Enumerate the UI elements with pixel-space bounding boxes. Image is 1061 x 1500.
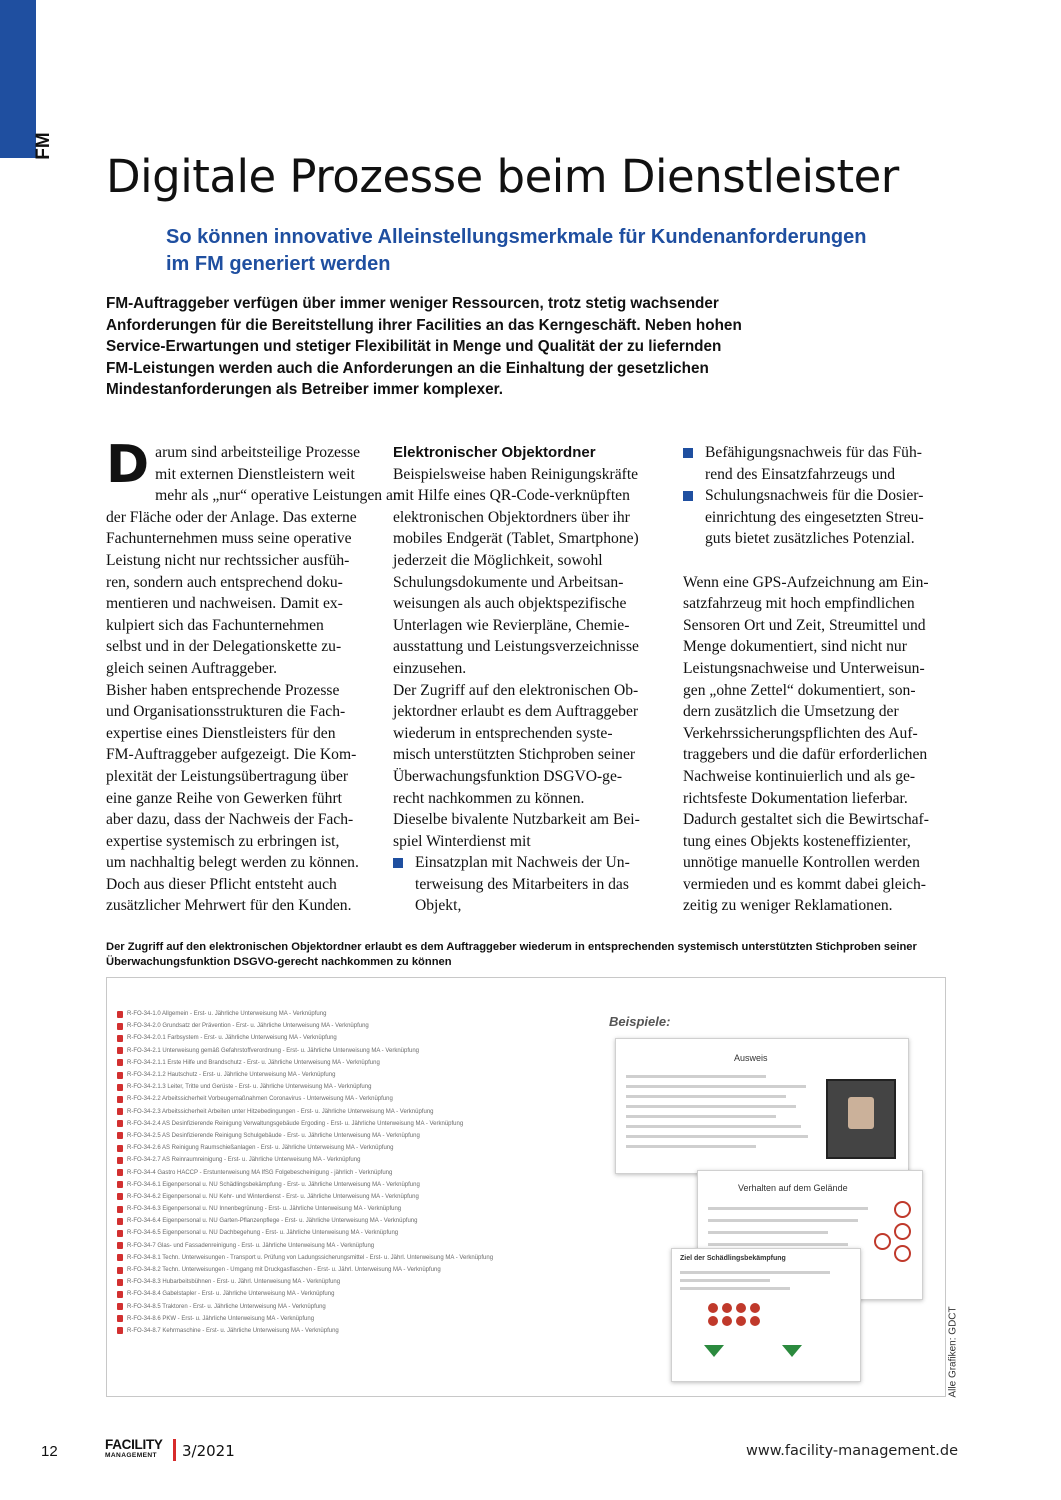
- paragraph-gap: [683, 550, 945, 572]
- drop-cap: D: [106, 435, 150, 495]
- pdf-file-icon: [117, 1267, 123, 1274]
- document-list-item[interactable]: [117, 1240, 587, 1252]
- text-line: expertise eines Dienstleisters für den: [106, 724, 336, 742]
- text-line: jederzeit die Möglichkeit, sowohl: [393, 551, 603, 569]
- document-title: R-FO-34-1.0 Allgemein - Erst- u. Jährliche Unterweisung MA - Verknüpfung: [127, 1011, 327, 1018]
- text-line: Leistung nicht nur rechtssicher ausfüh-: [106, 551, 350, 569]
- document-title: R-FO-34-2.5 AS Desinfizierende Reinigung Schulgebäude - Erst- u. Jährliche Unterweisung MA - Verknüpfung: [127, 1132, 420, 1139]
- pdf-file-icon: [117, 1181, 123, 1188]
- text-line: gen „ohne Zettel“ dokumentiert, son-: [683, 681, 916, 699]
- document-list-item[interactable]: [117, 1191, 587, 1203]
- pdf-file-icon: [117, 1254, 123, 1261]
- document-title: R-FO-34-2.1.3 Leiter, Tritte und Gerüste - Erst- u. Jährliche Unterweisung MA - Verknüpfung: [127, 1084, 372, 1091]
- document-list-item[interactable]: [117, 1130, 587, 1142]
- pest-symbol-icon: [708, 1316, 718, 1326]
- pest-symbol-icon: [722, 1316, 732, 1326]
- text-line: elektronischen Objektordners über ihr: [393, 508, 630, 526]
- text-line: Der Zugriff auf den elektronischen Ob-: [393, 681, 639, 699]
- text-line: gleich seinen Auftraggeber.: [106, 659, 278, 677]
- text-line: Beispielsweise haben Reinigungskräfte: [393, 465, 639, 483]
- page-title: Digitale Prozesse beim Dienstleister: [106, 150, 899, 203]
- text-line: tung eines Objekts kosteneffizienter,: [683, 832, 911, 850]
- column-1-text: [106, 435, 401, 917]
- text-line: aber dazu, dass der Nachweis der Fach-: [106, 811, 354, 829]
- text-line: Fachunternehmen muss seine operative: [106, 530, 352, 548]
- document-list-item[interactable]: [117, 1179, 587, 1191]
- document-title: R-FO-34-6.3 Eigenpersonal u. NU Innenbegrünung - Erst- u. Jährliche Unterweisung MA - Verknüpfung: [127, 1206, 402, 1213]
- card-title: Ziel der Schädlingsbekämpfung: [680, 1255, 786, 1262]
- pdf-file-icon: [117, 1230, 123, 1237]
- text-line: wiederum in entsprechenden syste-: [393, 724, 613, 742]
- text-line: recht nachkommen zu können.: [393, 789, 585, 807]
- document-title: R-FO-34-2.7 AS Reinraumreinigung - Erst- u. Jährliche Unterweisung MA - Verknüpfung: [127, 1157, 361, 1164]
- document-list-item[interactable]: [117, 1203, 587, 1215]
- pdf-file-icon: [117, 1059, 123, 1066]
- pdf-file-icon: [117, 1072, 123, 1079]
- document-title: R-FO-34-2.4 AS Desinfizierende Reinigung Verwaltungsgebäude Ergoding - Erst- u. Jährliche Unterweisung MA - Verknüpfung: [127, 1120, 464, 1127]
- column-3-text: [683, 572, 945, 918]
- pdf-file-icon: [117, 1108, 123, 1115]
- document-list-item[interactable]: [117, 1227, 587, 1239]
- text-line: eine ganze Reihe von Gewerken führt: [106, 789, 342, 807]
- pdf-file-icon: [117, 1096, 123, 1103]
- column-1: [106, 435, 401, 917]
- document-title: R-FO-34-6.4 Eigenpersonal u. NU Garten-Pflanzenpflege - Erst- u. Jährliche Unterweisung MA - Verknüpfung: [127, 1218, 418, 1225]
- document-list-item[interactable]: [117, 1313, 587, 1325]
- text-line: misch unterstützten Stichproben seiner: [393, 746, 636, 764]
- bullet-line: einrichtung des eingesetzten Streu-: [705, 508, 924, 526]
- arrow-down-icon: [782, 1345, 802, 1357]
- document-title: R-FO-34-8.4 Gabelstapler - Erst- u. Jährliche Unterweisung MA - Verknüpfung: [127, 1291, 335, 1298]
- card-title: Ausweis: [734, 1053, 768, 1063]
- text-line: Wenn eine GPS-Aufzeichnung am Ein-: [683, 573, 929, 591]
- column-2-text: [393, 464, 665, 853]
- pdf-file-icon: [117, 1120, 123, 1127]
- pdf-file-icon: [117, 1327, 123, 1334]
- pdf-file-icon: [117, 1157, 123, 1164]
- badge-face: [848, 1097, 874, 1129]
- prohibition-sign-icon: [874, 1233, 891, 1250]
- text-line: mobiles Endgerät (Tablet, Smartphone): [393, 530, 639, 548]
- bullet-line: guts bietet zusätzliches Potenzial.: [705, 530, 915, 548]
- text-line: Leistungsnachweise und Unterweisun-: [683, 659, 925, 677]
- document-title: R-FO-34-2.6 AS Reinigung Raumschießanlagen - Erst- u. Jährliche Unterweisung MA - Verknüpfung: [127, 1145, 394, 1152]
- document-list: [117, 1008, 587, 1337]
- lead-line: Mindestanforderungen als Betreiber immer komplexer.: [106, 381, 503, 398]
- text-line: Nachweise kontinuierlich und als ge-: [683, 767, 916, 785]
- text-line: mit Hilfe eines QR-Code-verknüpften: [393, 487, 630, 505]
- pdf-file-icon: [117, 1084, 123, 1091]
- document-title: R-FO-34-8.7 Kehrmaschine - Erst- u. Jährliche Unterweisung MA - Verknüpfung: [127, 1327, 339, 1334]
- lead-paragraph: [106, 293, 826, 401]
- text-line: arum sind arbeitsteilige Prozesse: [155, 444, 360, 461]
- pest-symbol-icon: [750, 1303, 760, 1313]
- text-line: ausstattung und Leistungsverzeichnisse: [393, 638, 639, 656]
- document-title: R-FO-34-8.3 Hubarbeitsbühnen - Erst- u. Jährl. Unterweisung MA - Verknüpfung: [127, 1279, 341, 1286]
- text-line: selbst und in der Delegationskette zu-: [106, 638, 342, 656]
- pdf-file-icon: [117, 1206, 123, 1213]
- text-line: Sensoren Ort und Zeit, Streumittel und: [683, 616, 926, 634]
- pest-symbol-icon: [736, 1316, 746, 1326]
- subtitle-line: So können innovative Alleinstellungsmerkmale für Kundenanforderungen: [166, 226, 867, 248]
- magazine-logo: [105, 1437, 173, 1463]
- document-title: R-FO-34-2.1 Unterweisung gemäß Gefahrstoffverordnung - Erst- u. Jährliche Unterweisung MA - Verknüpfung: [127, 1047, 420, 1054]
- pest-symbol-icon: [722, 1303, 732, 1313]
- prohibition-sign-icon: [894, 1223, 911, 1240]
- subtitle-line: im FM generiert werden: [166, 253, 391, 275]
- prohibition-sign-icon: [894, 1201, 911, 1218]
- document-title: R-FO-34-2.1.1 Erste Hilfe und Brandschutz - Erst- u. Jährliche Unterweisung MA - Verknüpfung: [127, 1059, 380, 1066]
- bullet-line: Einsatzplan mit Nachweis der Un-: [415, 854, 630, 872]
- website-link[interactable]: www.facility-management.de: [746, 1443, 959, 1459]
- document-list-item[interactable]: [117, 1325, 587, 1337]
- text-line: unnötige manuelle Kontrollen werden: [683, 854, 920, 872]
- document-title: R-FO-34-6.1 Eigenpersonal u. NU Schädlingsbekämpfung - Erst- u. Jährliche Unterweisung MA - Verknüpfung: [127, 1181, 420, 1188]
- text-line: [708, 1231, 828, 1234]
- text-line: [626, 1125, 801, 1128]
- lead-line: FM-Leistungen werden auch die Anforderungen an die Einhaltung der gesetzlichen: [106, 359, 709, 377]
- pdf-file-icon: [117, 1291, 123, 1298]
- pdf-file-icon: [117, 1035, 123, 1042]
- bullet-square-icon: [683, 491, 693, 501]
- text-line: traggebers und die dafür erforderlichen: [683, 746, 928, 764]
- bullet-item: [393, 852, 665, 917]
- text-line: satzfahrzeug mit hoch empfindlichen: [683, 595, 915, 613]
- text-line: ren, sondern auch entsprechend doku-: [106, 573, 343, 591]
- text-line: um nachhaltig belegt werden zu können.: [106, 854, 359, 872]
- lead-line: FM-Auftraggeber verfügen über immer weniger Ressourcen, trotz stetig wachsender: [106, 295, 719, 312]
- text-line: [708, 1207, 868, 1210]
- document-list-item[interactable]: [117, 1069, 587, 1081]
- document-title: R-FO-34-2.2 Arbeitssicherheit Vorbeugemaßnahmen Coronavirus - Unterweisung MA - Verknüpfung: [127, 1096, 393, 1103]
- pdf-file-icon: [117, 1193, 123, 1200]
- document-list-item[interactable]: [117, 1008, 587, 1020]
- text-line: spiel Winterdienst mit: [393, 832, 531, 850]
- bullet-square-icon: [393, 858, 403, 868]
- column-heading: Elektronischer Objektordner: [393, 444, 596, 461]
- logo-text-bottom: MANAGEMENT: [105, 1452, 157, 1459]
- document-list-item[interactable]: [117, 1020, 587, 1032]
- document-list-item[interactable]: [117, 1057, 587, 1069]
- issue-number: 3/2021: [182, 1442, 235, 1460]
- document-title: R-FO-34-6.5 Eigenpersonal u. NU Dachbegehung - Erst- u. Jährliche Unterweisung MA - Verknüpfung: [127, 1230, 399, 1237]
- text-line: [680, 1287, 790, 1290]
- text-line: mit externen Dienstleistern weit: [155, 465, 355, 483]
- text-line: der Fläche oder der Anlage. Das externe: [106, 508, 357, 526]
- document-list-item[interactable]: [117, 1093, 587, 1105]
- document-title: R-FO-34-7 Glas- und Fassadenreinigung - Erst- u. Jährliche Unterweisung MA - Verknüpfung: [127, 1242, 375, 1249]
- document-title: R-FO-34-8.2 Techn. Unterweisungen - Umgang mit Druckgasflaschen - Erst- u. Jährl. Unterweisung MA - Verknüpfung: [127, 1267, 441, 1274]
- text-line: [626, 1075, 766, 1078]
- pdf-file-icon: [117, 1218, 123, 1225]
- text-line: dern zusätzlich die Umsetzung der: [683, 703, 899, 721]
- text-line: [708, 1243, 848, 1246]
- pdf-file-icon: [117, 1011, 123, 1018]
- text-line: [626, 1095, 786, 1098]
- document-title: R-FO-34-2.0.1 Farbsystem - Erst- u. Jährliche Unterweisung MA - Verknüpfung: [127, 1035, 337, 1042]
- text-line: Doch aus dieser Pflicht entsteht auch: [106, 875, 337, 893]
- pdf-file-icon: [117, 1169, 123, 1176]
- section-tag: FM: [33, 132, 54, 160]
- bullet-line: terweisung des Mitarbeiters in das: [415, 875, 629, 893]
- document-title: R-FO-34-8.1 Techn. Unterweisungen - Transport u. Prüfung von Ladungssicherungsmittel - Erst- u. Jährl. Unterweisung MA - Verknüpfung: [127, 1254, 494, 1261]
- text-line: jektordner erlaubt es dem Auftraggeber: [393, 703, 639, 721]
- document-list-item[interactable]: [117, 1142, 587, 1154]
- pdf-file-icon: [117, 1047, 123, 1054]
- caption-line: Der Zugriff auf den elektronischen Objektordner erlaubt es dem Auftraggeber wiederum in entsprechenden systemisch unterstützten Stichproben seiner: [106, 941, 917, 953]
- document-list-item[interactable]: [117, 1154, 587, 1166]
- text-line: [626, 1115, 776, 1118]
- text-line: expertise systemisch zu erbringen ist,: [106, 832, 340, 850]
- text-line: [626, 1085, 806, 1088]
- lead-line: Service-Erwartungen und stetiger Flexibilität in Menge und Qualität der zu liefernden: [106, 338, 722, 355]
- text-line: kulpiert sich das Fachunternehmen: [106, 616, 324, 634]
- subtitle: [166, 224, 946, 278]
- arrow-down-icon: [704, 1345, 724, 1357]
- text-line: Schulungsdokumente und Arbeitsan-: [393, 573, 624, 591]
- sample-card-ausweis: [615, 1038, 909, 1174]
- credit-text: Alle Grafiken: GDCT: [947, 1306, 959, 1398]
- document-list-item[interactable]: [117, 1045, 587, 1057]
- pdf-file-icon: [117, 1145, 123, 1152]
- bullet-item: [683, 442, 945, 485]
- text-line: Dadurch gestaltet sich die Bewirtschaf-: [683, 811, 929, 829]
- document-list-item[interactable]: [117, 1215, 587, 1227]
- id-badge-photo: [826, 1079, 896, 1159]
- image-credit: [945, 1306, 961, 1400]
- text-line: [680, 1279, 770, 1282]
- text-line: Bisher haben entsprechende Prozesse: [106, 681, 340, 699]
- text-line: [626, 1145, 756, 1148]
- text-line: mentieren und nachweisen. Damit ex-: [106, 595, 343, 613]
- text-line: Unterlagen wie Revierpläne, Chemie-: [393, 616, 630, 634]
- logo-bar: [173, 1439, 176, 1461]
- sample-documents: [587, 986, 927, 1386]
- document-list-item[interactable]: [117, 1081, 587, 1093]
- text-line: weisungen als auch objektspezifische: [393, 595, 627, 613]
- prohibition-sign-icon: [894, 1245, 911, 1262]
- section-color-bar: [0, 0, 36, 158]
- column-3: [683, 442, 945, 917]
- text-line: zusätzlicher Mehrwert für den Kunden.: [106, 897, 352, 915]
- document-list-item[interactable]: [117, 1118, 587, 1130]
- text-line: Verkehrssicherungspflichten des Auf-: [683, 724, 918, 742]
- document-list-item[interactable]: [117, 1106, 587, 1118]
- document-title: R-FO-34-8.6 PKW - Erst- u. Jährliche Unterweisung MA - Verknüpfung: [127, 1315, 315, 1322]
- document-title: R-FO-34-2.1.2 Hautschutz - Erst- u. Jährliche Unterweisung MA - Verknüpfung: [127, 1072, 336, 1079]
- pdf-file-icon: [117, 1242, 123, 1249]
- text-line: einzusehen.: [393, 659, 467, 677]
- document-list-item[interactable]: [117, 1288, 587, 1300]
- bullet-line: rend des Einsatzfahrzeugs und: [705, 465, 896, 483]
- pdf-file-icon: [117, 1279, 123, 1286]
- text-line: mehr als „nur“ operative Leistungen an: [155, 487, 401, 505]
- document-list-item[interactable]: [117, 1301, 587, 1313]
- column-2: [393, 442, 665, 917]
- logo-text-top: FACILITY: [105, 1437, 163, 1452]
- document-list-item[interactable]: [117, 1264, 587, 1276]
- document-title: R-FO-34-6.2 Eigenpersonal u. NU Kehr- und Winterdienst - Erst- u. Jährliche Unterweisung MA - Verknüpfung: [127, 1193, 419, 1200]
- text-line: plexität der Leistungsübertragung über: [106, 767, 349, 785]
- figure-caption: [106, 940, 956, 969]
- bullet-line: Schulungsnachweis für die Dosier-: [705, 487, 924, 505]
- text-line: [708, 1219, 858, 1222]
- pest-symbol-icon: [750, 1316, 760, 1326]
- page-number: 12: [41, 1443, 58, 1460]
- lead-line: Anforderungen für die Bereitstellung ihrer Facilities an das Kerngeschäft. Neben hohen: [106, 316, 742, 334]
- bullet-line: Befähigungsnachweis für das Füh-: [705, 444, 922, 461]
- text-line: FM-Auftraggeber aufgezeigt. Die Kom-: [106, 746, 357, 764]
- text-line: [626, 1135, 808, 1138]
- card-title: Verhalten auf dem Gelände: [738, 1183, 848, 1193]
- document-list-item[interactable]: [117, 1032, 587, 1044]
- bullet-square-icon: [683, 448, 693, 458]
- text-line: [626, 1105, 796, 1108]
- document-list-item[interactable]: [117, 1166, 587, 1178]
- pdf-file-icon: [117, 1132, 123, 1139]
- text-line: Menge dokumentiert, sind nicht nur: [683, 638, 907, 656]
- figure-screenshot: [106, 977, 946, 1397]
- document-list-item[interactable]: [117, 1252, 587, 1264]
- text-line: Überwachungsfunktion DSGVO-ge-: [393, 767, 623, 785]
- bullet-line: Objekt,: [415, 897, 462, 915]
- samples-title: Beispiele:: [609, 1014, 671, 1029]
- caption-line: Überwachungsfunktion DSGVO-gerecht nachkommen zu können: [106, 955, 452, 968]
- document-title: R-FO-34-2.0 Grundsatz der Prävention - Erst- u. Jährliche Unterweisung MA - Verknüpfung: [127, 1023, 369, 1030]
- pest-symbol-icon: [708, 1303, 718, 1313]
- sample-card-schaedlinge: [671, 1248, 861, 1382]
- document-list-item[interactable]: [117, 1276, 587, 1288]
- text-line: zeitig zu weniger Reklamationen.: [683, 897, 893, 915]
- document-title: R-FO-34-8.5 Traktoren - Erst- u. Jährliche Unterweisung MA - Verknüpfung: [127, 1303, 326, 1310]
- bullet-item: [683, 485, 945, 550]
- text-line: und Organisationsstrukturen die Fach-: [106, 703, 346, 721]
- text-line: richtsfeste Dokumentation lieferbar.: [683, 789, 908, 807]
- text-line: Dieselbe bivalente Nutzbarkeit am Bei-: [393, 811, 640, 829]
- pest-symbol-icon: [736, 1303, 746, 1313]
- text-line: [680, 1271, 830, 1274]
- pdf-file-icon: [117, 1315, 123, 1322]
- pdf-file-icon: [117, 1303, 123, 1310]
- document-title: R-FO-34-4 Gastro HACCP - Erstunterweisung MA IfSG Folgebescheinigung - jährlich - Verknüpfung: [127, 1169, 393, 1176]
- pdf-file-icon: [117, 1023, 123, 1030]
- document-title: R-FO-34-2.3 Arbeitssicherheit Arbeiten unter Hitzebedingungen - Erst- u. Jährliche Unterweisung MA - Verknüpfung: [127, 1108, 434, 1115]
- text-line: vermieden und es kommt dabei gleich-: [683, 875, 926, 893]
